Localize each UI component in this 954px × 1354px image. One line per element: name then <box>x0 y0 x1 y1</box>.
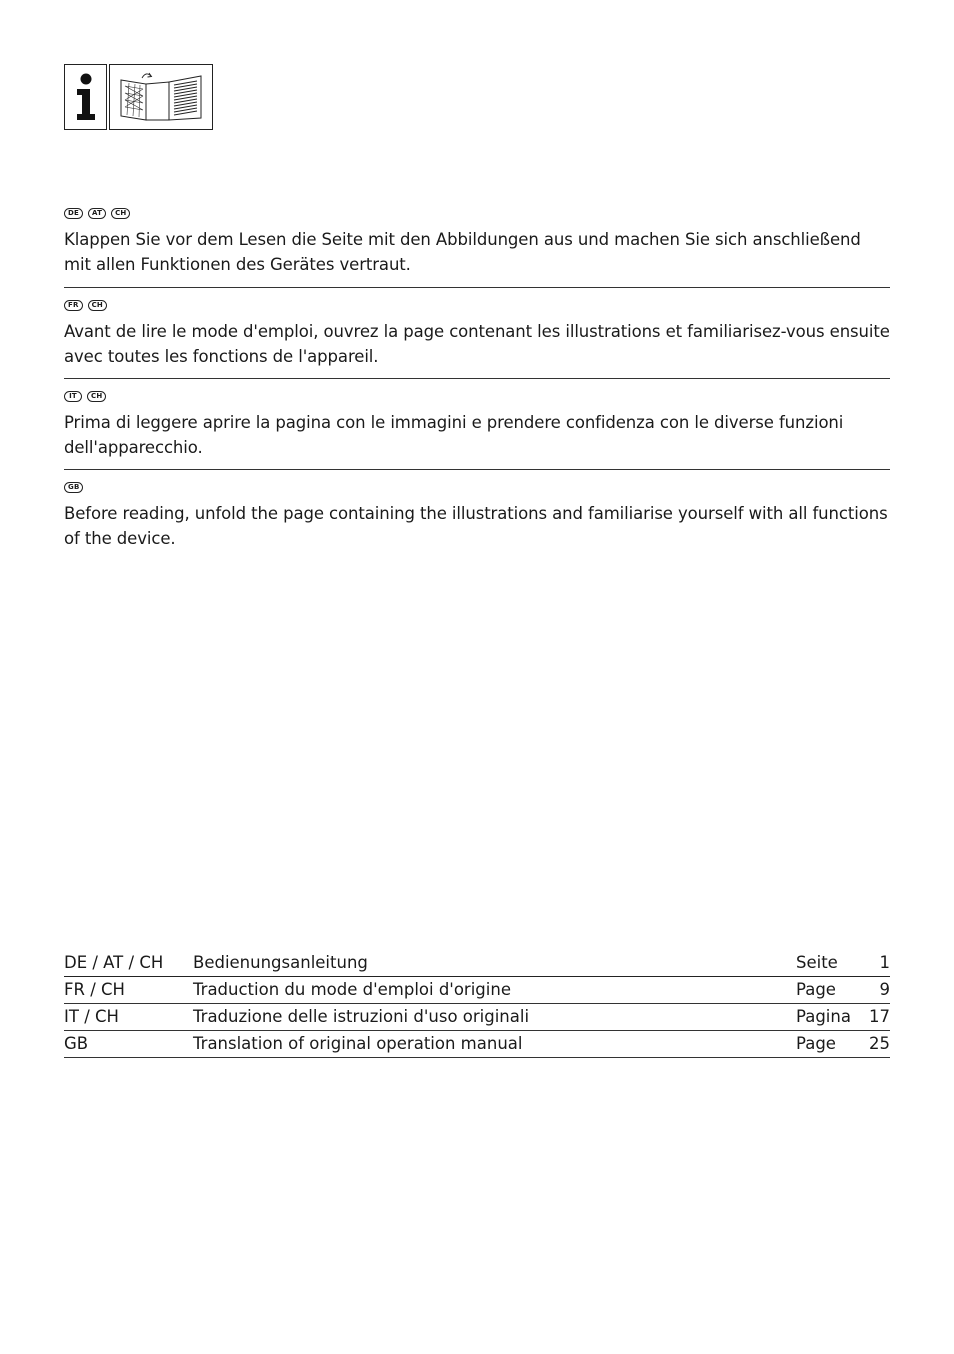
toc-page-number: 9 <box>879 980 890 999</box>
toc-title: Traduzione delle istruzioni d'uso originali <box>193 1007 530 1026</box>
country-badge-ch: CH <box>88 300 107 311</box>
toc-page-number: 1 <box>879 953 890 972</box>
toc-page-label: Page <box>796 1034 836 1053</box>
header-icons <box>64 64 213 130</box>
note-text-de: Klappen Sie vor dem Lesen die Seite mit den Abbildungen aus und machen Sie sich anschließend mit allen Funktionen des Gerätes vertraut. <box>64 230 861 274</box>
toc-language: FR / CH <box>64 980 125 999</box>
note-text-fr: Avant de lire le mode d'emploi, ouvrez la page contenant les illustrations et familiarisez-vous ensuite avec toutes les fonctions de l'appareil. <box>64 322 890 366</box>
country-badge-gb: GB <box>64 482 83 493</box>
toc-row[interactable] <box>64 950 890 977</box>
info-icon <box>64 64 107 130</box>
toc-language: IT / CH <box>64 1007 119 1026</box>
toc-title: Bedienungsanleitung <box>193 953 368 972</box>
toc-title: Traduction du mode d'emploi d'origine <box>193 980 511 999</box>
toc-page-number: 25 <box>869 1034 890 1053</box>
country-badge-fr: FR <box>64 300 83 311</box>
country-badges <box>64 300 890 312</box>
country-badge-at: AT <box>88 208 106 219</box>
toc-row[interactable] <box>64 1031 890 1058</box>
note-section-it <box>64 378 890 469</box>
toc-language: DE / AT / CH <box>64 953 164 972</box>
toc-row[interactable] <box>64 1004 890 1031</box>
country-badge-it: IT <box>64 391 82 402</box>
country-badges <box>64 391 890 403</box>
note-text-gb: Before reading, unfold the page containing the illustrations and familiarise yourself with all functions of the device. <box>64 504 888 548</box>
note-section-de <box>64 208 890 287</box>
toc-page-number: 17 <box>869 1007 890 1026</box>
toc-title: Translation of original operation manual <box>193 1034 523 1053</box>
note-section-gb <box>64 469 890 560</box>
note-text-it: Prima di leggere aprire la pagina con le immagini e prendere confidenza con le diverse funzioni dell'apparecchio. <box>64 413 844 457</box>
country-badge-ch: CH <box>111 208 130 219</box>
country-badges <box>64 208 890 220</box>
table-of-contents <box>64 950 890 1058</box>
unfold-page-icon <box>109 64 213 130</box>
note-section-fr <box>64 287 890 378</box>
country-badges <box>64 482 890 494</box>
country-badge-de: DE <box>64 208 83 219</box>
toc-page-label: Pagina <box>796 1007 851 1026</box>
toc-row[interactable] <box>64 977 890 1004</box>
country-badge-ch: CH <box>87 391 106 402</box>
toc-page-label: Page <box>796 980 836 999</box>
language-notes <box>64 206 890 560</box>
toc-language: GB <box>64 1034 89 1053</box>
toc-page-label: Seite <box>796 953 838 972</box>
